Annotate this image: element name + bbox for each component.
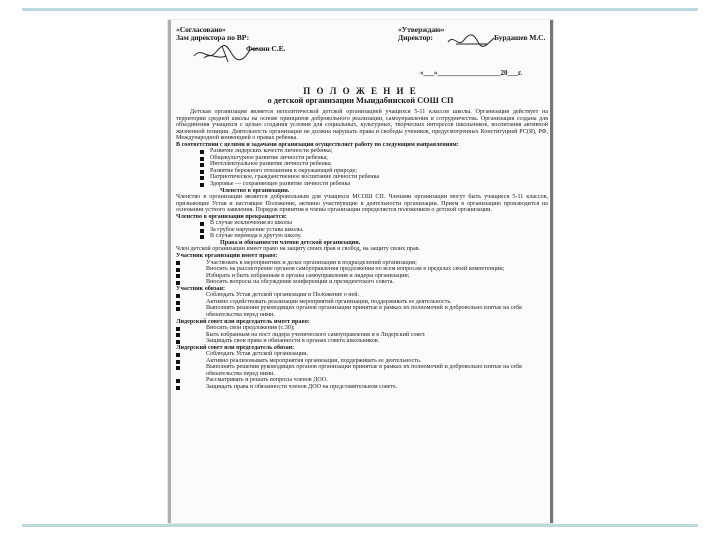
rights-list	[176, 260, 548, 286]
list-item: Защищать права и обязанности членов ДОО на представительном совете.	[176, 384, 548, 391]
approval-date-line: «___»__________________20___г.	[420, 69, 523, 77]
rights-subheading: Участник организации имеет право:	[176, 253, 278, 260]
termination-list	[176, 220, 548, 240]
leader-subheading: Лидерский совет или председатель имеет право:	[176, 318, 310, 325]
goals-heading: В соответствии с целями и задачами организации осуществляет работу по следующим направлениям:	[176, 141, 459, 148]
list-item: Активно содействовать реализации мероприятий организации, поддерживать ее деятельность.	[176, 299, 548, 306]
list-item: Вносить вопросы на обсуждение конференции и президентского совета.	[176, 279, 548, 286]
list-item: Быть избранным на пост лидера ученического самоуправления и в Лидерский совет.	[176, 332, 548, 339]
approval-right-name: Бурдашев М.С.	[494, 33, 546, 42]
list-item: Интеллектуальное развитие личности ребенка;	[176, 161, 548, 168]
list-item: Вносить на рассмотрение органов самоуправления предложения по всем вопросам в пределах своей компетенции;	[176, 266, 548, 273]
document-subtitle: о детской организации Мындабинской СОШ СП	[267, 96, 454, 105]
slide-top-line	[22, 8, 698, 11]
document-body	[176, 109, 548, 391]
signature-left	[192, 42, 262, 64]
list-item: Соблюдать Устав детской организации.	[176, 351, 548, 358]
approval-left-position: Зам директора по ВР:	[176, 33, 249, 43]
approval-left-name: Фомин С.Е.	[246, 43, 286, 53]
leader-duties-subheading: Лидерский совет или председатель обязан:	[176, 344, 295, 351]
list-item: Участвовать в мероприятиях и делах организации и подразделений организации;	[176, 260, 548, 267]
membership-paragraph: Членство в организации является добровольным для учащихся МСОШ СП. Членами организации могут быть учащиеся 5-11 классов, признающие Устав и настоящее Положение, активно участвующие в деятельности организации. Прием в организацию производится на основании устного заявления. Порядок принятия в члены организации определяется положением о детской организации.	[176, 194, 548, 214]
rights-intro: Член детской организации имеет право на защиту своих прав и свобод, на защиту своих прав.	[176, 246, 421, 253]
intro-paragraph: Детская организация является неполитической детской организацией учащихся 5-11 классов школы. Организация действует на территории средней школы на основе принципов добровольного реализации, самоуправления и сотрудничества. Организация создана для объединения учащихся с целью создания условия для социальных, культурных, творческих интересов школьников, воспитания активной жизненной позиции. Деятельность организации не должна нарушать права и свободы учеников, предусмотренных Конституцией РС(Я), РФ, Международной конвенцией о правах ребенка.	[176, 109, 548, 142]
approval-left-heading: «Согласовано»	[176, 25, 226, 34]
list-item: Выполнять решения руководящих органов организации принятые в рамках их полномочий и добровольно взятые на себя обязательства перед ними.	[176, 364, 548, 377]
list-item: Развитие бережного отношения к окружающей природе;	[176, 168, 548, 175]
document-page	[168, 20, 553, 523]
membership-heading: Членство в организации.	[220, 187, 290, 194]
duties-subheading: Участник обязан:	[176, 285, 225, 292]
list-item: Развитие лидерских качеств личности ребенка;	[176, 148, 548, 155]
list-item: Выполнять решения руководящих органов организации принятые в рамках их полномочий и добровольно взятые на себя обязательства перед ними.	[176, 305, 548, 318]
document-title: П О Л О Ж Е Н И Е	[303, 86, 418, 96]
list-item: В случае перевода в другую школу.	[176, 233, 548, 240]
leader-duties-list	[176, 351, 548, 390]
slide-bottom-line	[22, 524, 698, 527]
list-item: Рассматривать и решать вопросы членов ДОО.	[176, 377, 548, 384]
approval-right-position: Директор:	[398, 33, 433, 43]
list-item: Патриотическое, гражданственное воспитание личности ребенка	[176, 174, 548, 181]
approval-right-heading: «Утверждаю»	[398, 25, 445, 34]
duties-list	[176, 292, 548, 318]
list-item: Соблюдать Устав детской организации и Положение о ней.	[176, 292, 548, 299]
list-item: Вносить свои предложения (с.30);	[176, 325, 548, 332]
list-item: Избирать и быть избранным в органы самоуправления и лидеры организации;	[176, 273, 548, 280]
list-item: За грубое нарушение устава школы.	[176, 227, 548, 234]
leader-rights-list	[176, 325, 548, 345]
rights-heading: Права и обязанности членов детской организации.	[220, 239, 361, 246]
list-item: Защищать свои права и обязанности в органах совета школьников.	[176, 338, 548, 345]
goals-list	[176, 148, 548, 187]
signature-right	[446, 32, 496, 50]
termination-heading: Членство в организации прекращается:	[176, 213, 287, 220]
list-item: В случае исключения из школы	[176, 220, 548, 227]
list-item: Общекультурное развитие личности ребенка;	[176, 155, 548, 162]
list-item: Активно реализовывать мероприятия организации, поддерживать ее деятельность.	[176, 358, 548, 365]
list-item: Здоровье — сохраняющее развитие личности ребенка	[176, 181, 548, 188]
